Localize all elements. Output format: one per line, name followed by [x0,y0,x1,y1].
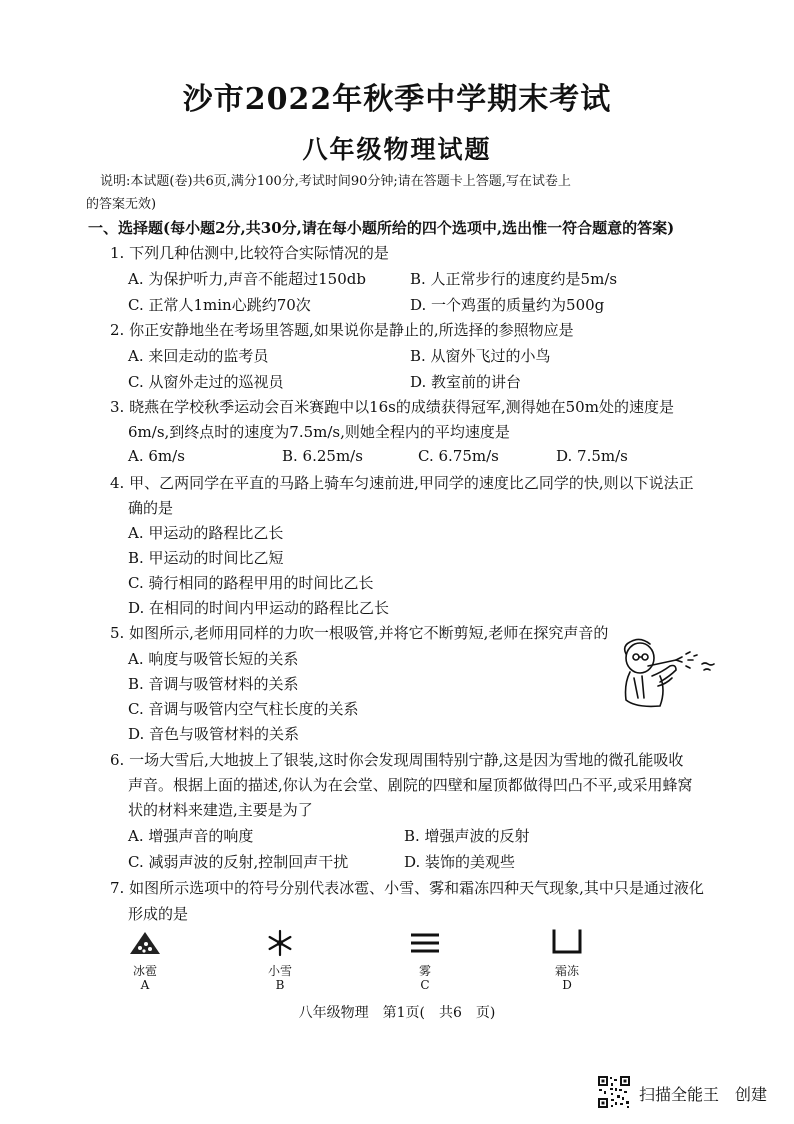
hail-letter: A [140,978,150,992]
question-1-option-b: B. 人正常步行的速度约是5m/s [410,270,618,288]
question-3-stem-line-1: 3. 晓燕在学校秋季运动会百米赛跑中以16s的成绩获得冠军,测得她在50m处的速度是 [110,398,674,416]
qr-code-icon [597,1075,631,1109]
frost-icon [550,928,584,956]
question-4-option-d: D. 在相同的时间内甲运动的路程比乙长 [128,599,390,617]
question-5-stem: 5. 如图所示,老师用同样的力吹一根吸管,并将它不断剪短,老师在探究声音的 [110,624,609,642]
question-6-option-b: B. 增强声波的反射 [404,827,530,845]
question-7-stem-line-1: 7. 如图所示选项中的符号分别代表冰雹、小雪、雾和霜冻四种天气现象,其中只是通过液化 [110,879,704,897]
question-6-option-c: C. 减弱声波的反射,控制回声干扰 [128,853,349,871]
question-4-option-a: A. 甲运动的路程比乙长 [128,524,284,542]
exam-title: 沙市2022年秋季中学期末考试 [182,82,612,117]
scanner-watermark-text: 扫描全能王 创建 [639,1085,768,1104]
question-2-option-a: A. 来回走动的监考员 [128,347,269,365]
teacher-blowing-straw-illustration [612,636,722,716]
question-5-option-c: C. 音调与吸管内空气柱长度的关系 [128,700,359,718]
section-1-heading: 一、选择题(每小题2分,共30分,请在每小题所给的四个选项中,选出惟一符合题意的答案) [88,219,675,237]
question-2-option-d: D. 教室前的讲台 [410,373,522,391]
question-6-option-d: D. 装饰的美观些 [404,853,516,871]
question-5-option-b: B. 音调与吸管材料的关系 [128,675,299,693]
question-3-option-b: B. 6.25m/s [282,447,363,465]
question-4-option-b: B. 甲运动的时间比乙短 [128,549,284,567]
page-footer: 八年级物理 第1页( 共6 页) [298,1005,496,1021]
question-3-option-c: C. 6.75m/s [418,447,499,465]
question-2-option-b: B. 从窗外飞过的小鸟 [410,347,551,365]
question-1-stem: 1. 下列几种估测中,比较符合实际情况的是 [110,244,389,262]
frost-label: 霜冻 [554,964,579,978]
fog-letter: C [420,978,430,992]
question-5-option-d: D. 音色与吸管材料的关系 [128,725,300,743]
question-6-option-a: A. 增强声音的响度 [128,827,254,845]
hail-label: 冰雹 [132,964,157,978]
question-4-option-c: C. 骑行相同的路程甲用的时间比乙长 [128,574,374,592]
question-1-option-a: A. 为保护听力,声音不能超过150db [128,270,366,288]
fog-icon [408,930,442,956]
question-2-option-c: C. 从窗外走过的巡视员 [128,373,284,391]
snow-letter: B [275,978,285,992]
question-3-option-d: D. 7.5m/s [556,447,628,465]
question-3-stem-line-2: 6m/s,到终点时的速度为7.5m/s,则她全程内的平均速度是 [128,423,510,441]
question-1-option-d: D. 一个鸡蛋的质量约为500g [410,296,605,314]
instructions-line-2: 的答案无效) [86,197,157,212]
question-1-option-c: C. 正常人1min心跳约70次 [128,296,311,314]
question-7-stem-line-2: 形成的是 [128,905,189,923]
hail-icon [128,930,162,956]
question-3-option-a: A. 6m/s [128,447,185,465]
question-4-stem-line-2: 确的是 [128,499,174,517]
instructions-line-1: 说明:本试题(卷)共6页,满分100分,考试时间90分钟;请在答题卡上答题,写在试卷上 [100,174,571,189]
fog-label: 雾 [418,964,431,978]
question-6-stem-line-1: 6. 一场大雪后,大地披上了银装,这时你会发现周围特别宁静,这是因为雪地的微孔能吸收 [110,751,684,769]
question-4-stem-line-1: 4. 甲、乙两同学在平直的马路上骑车匀速前进,甲同学的速度比乙同学的快,则以下说法正 [110,474,694,492]
question-6-stem-line-2: 声音。根据上面的描述,你认为在会堂、剧院的四壁和屋顶都做得凹凸不平,或采用蜂窝 [128,776,693,794]
snow-label: 小雪 [267,964,292,978]
frost-letter: D [562,978,572,992]
question-5-option-a: A. 响度与吸管长短的关系 [128,650,299,668]
question-2-stem: 2. 你正安静地坐在考场里答题,如果说你是静止的,所选择的参照物应是 [110,321,574,339]
question-6-stem-line-3: 状的材料来建造,主要是为了 [128,801,313,819]
snow-icon [265,928,295,958]
exam-subtitle: 八年级物理试题 [302,135,492,164]
